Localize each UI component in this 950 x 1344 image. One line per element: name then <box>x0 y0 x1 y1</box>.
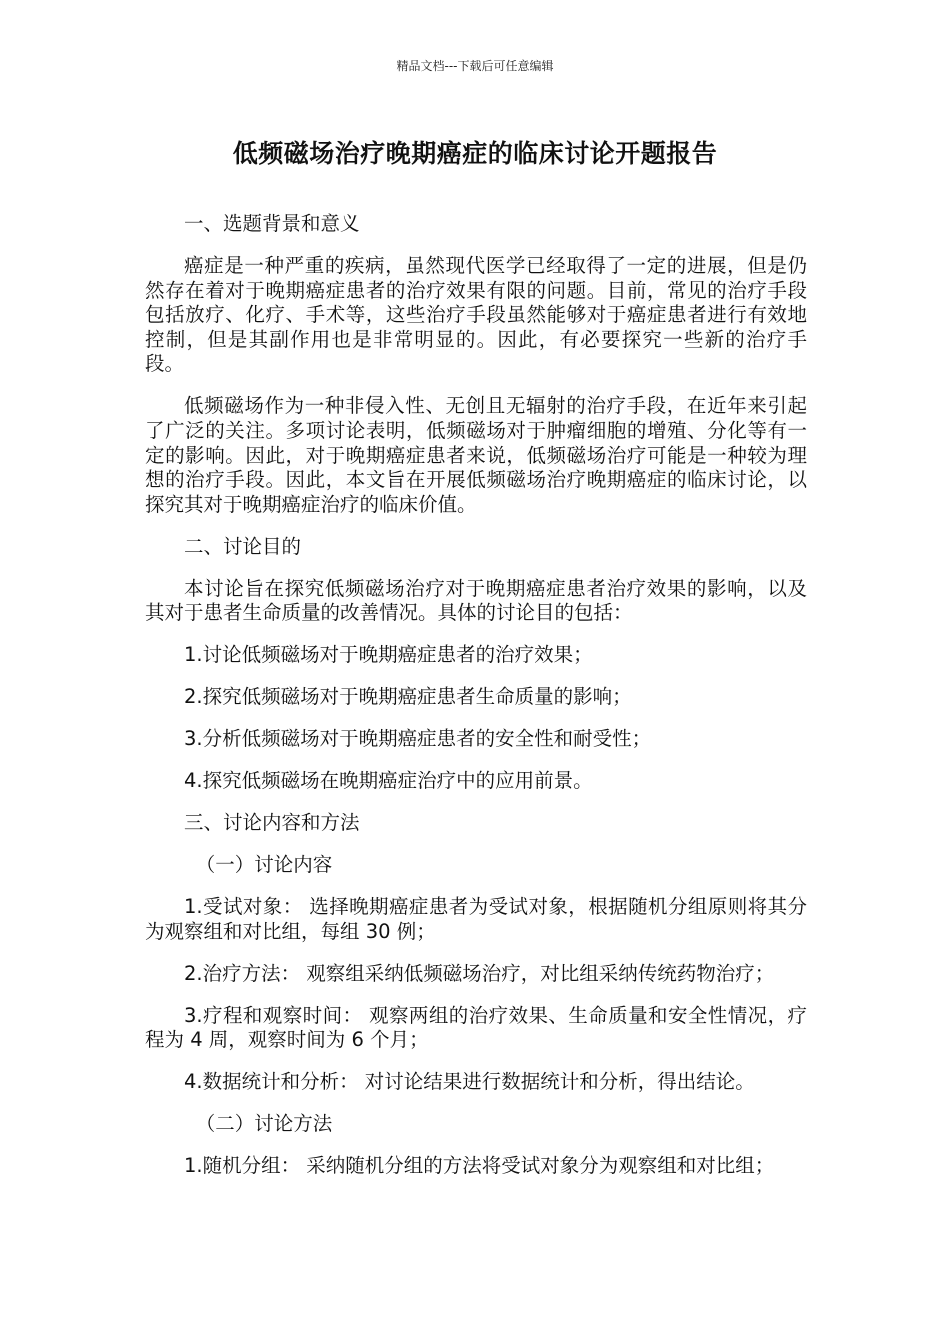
list-item: 4.探究低频磁场在晚期癌症治疗中的应用前景。 <box>184 769 593 793</box>
section-heading: 一、选题背景和意义 <box>184 212 360 235</box>
document-title: 低频磁场治疗晚期癌症的临床讨论开题报告 <box>232 139 718 168</box>
section-heading: 三、讨论内容和方法 <box>184 811 360 835</box>
paragraph: 癌症是一种严重的疾病，虽然现代医学已经取得了一定的进展，但是仍然存在着对于晚期癌症患者的治疗效果有限的问题。目前，常见的治疗手段包括放疗、化疗、手术等，这些治疗手段虽然能够对于癌症患者进行有效地控制，但是其副作用也是非常明显的。因此，有必要探究一些新的治疗手段。 <box>145 253 807 376</box>
header-note: 精品文档---下载后可任意编辑 <box>396 59 554 73</box>
list-item: 3.分析低频磁场对于晚期癌症患者的安全性和耐受性； <box>184 727 652 751</box>
list-item: 2.治疗方法： 观察组采纳低频磁场治疗，对比组采纳传统药物治疗； <box>184 961 775 985</box>
list-item: 1.随机分组： 采纳随机分组的方法将受试对象分为观察组和对比组； <box>184 1154 775 1178</box>
paragraph: 低频磁场作为一种非侵入性、无创且无辐射的治疗手段，在近年来引起了广泛的关注。多项讨论表明，低频磁场对于肿瘤细胞的增殖、分化等有一定的影响。因此，对于晚期癌症患者来说，低频磁场治疗可能是一种较为理想的治疗手段。因此，本文旨在开展低频磁场治疗晚期癌症的临床讨论，以探究其对于晚期癌症治疗的临床价值。 <box>145 394 807 516</box>
section-heading: 二、讨论目的 <box>184 534 302 558</box>
paragraph: 本讨论旨在探究低频磁场治疗对于晚期癌症患者治疗效果的影响，以及其对于患者生命质量的改善情况。具体的讨论目的包括： <box>145 576 807 625</box>
list-item: 1.受试对象： 选择晚期癌症患者为受试对象，根据随机分组原则将其分为观察组和对比组，每组 30 例； <box>145 895 807 943</box>
subsection-heading: （一）讨论内容 <box>195 853 333 877</box>
list-item: 1.讨论低频磁场对于晚期癌症患者的治疗效果； <box>184 643 593 667</box>
subsection-heading: （二）讨论方法 <box>195 1112 333 1136</box>
document-body <box>145 212 807 1196</box>
list-item: 3.疗程和观察时间： 观察两组的治疗效果、生命质量和安全性情况，疗程为 4 周，观察时间为 6 个月； <box>145 1003 807 1052</box>
list-item: 2.探究低频磁场对于晚期癌症患者生命质量的影响； <box>184 685 632 709</box>
list-item: 4.数据统计和分析： 对讨论结果进行数据统计和分析，得出结论。 <box>184 1070 755 1094</box>
